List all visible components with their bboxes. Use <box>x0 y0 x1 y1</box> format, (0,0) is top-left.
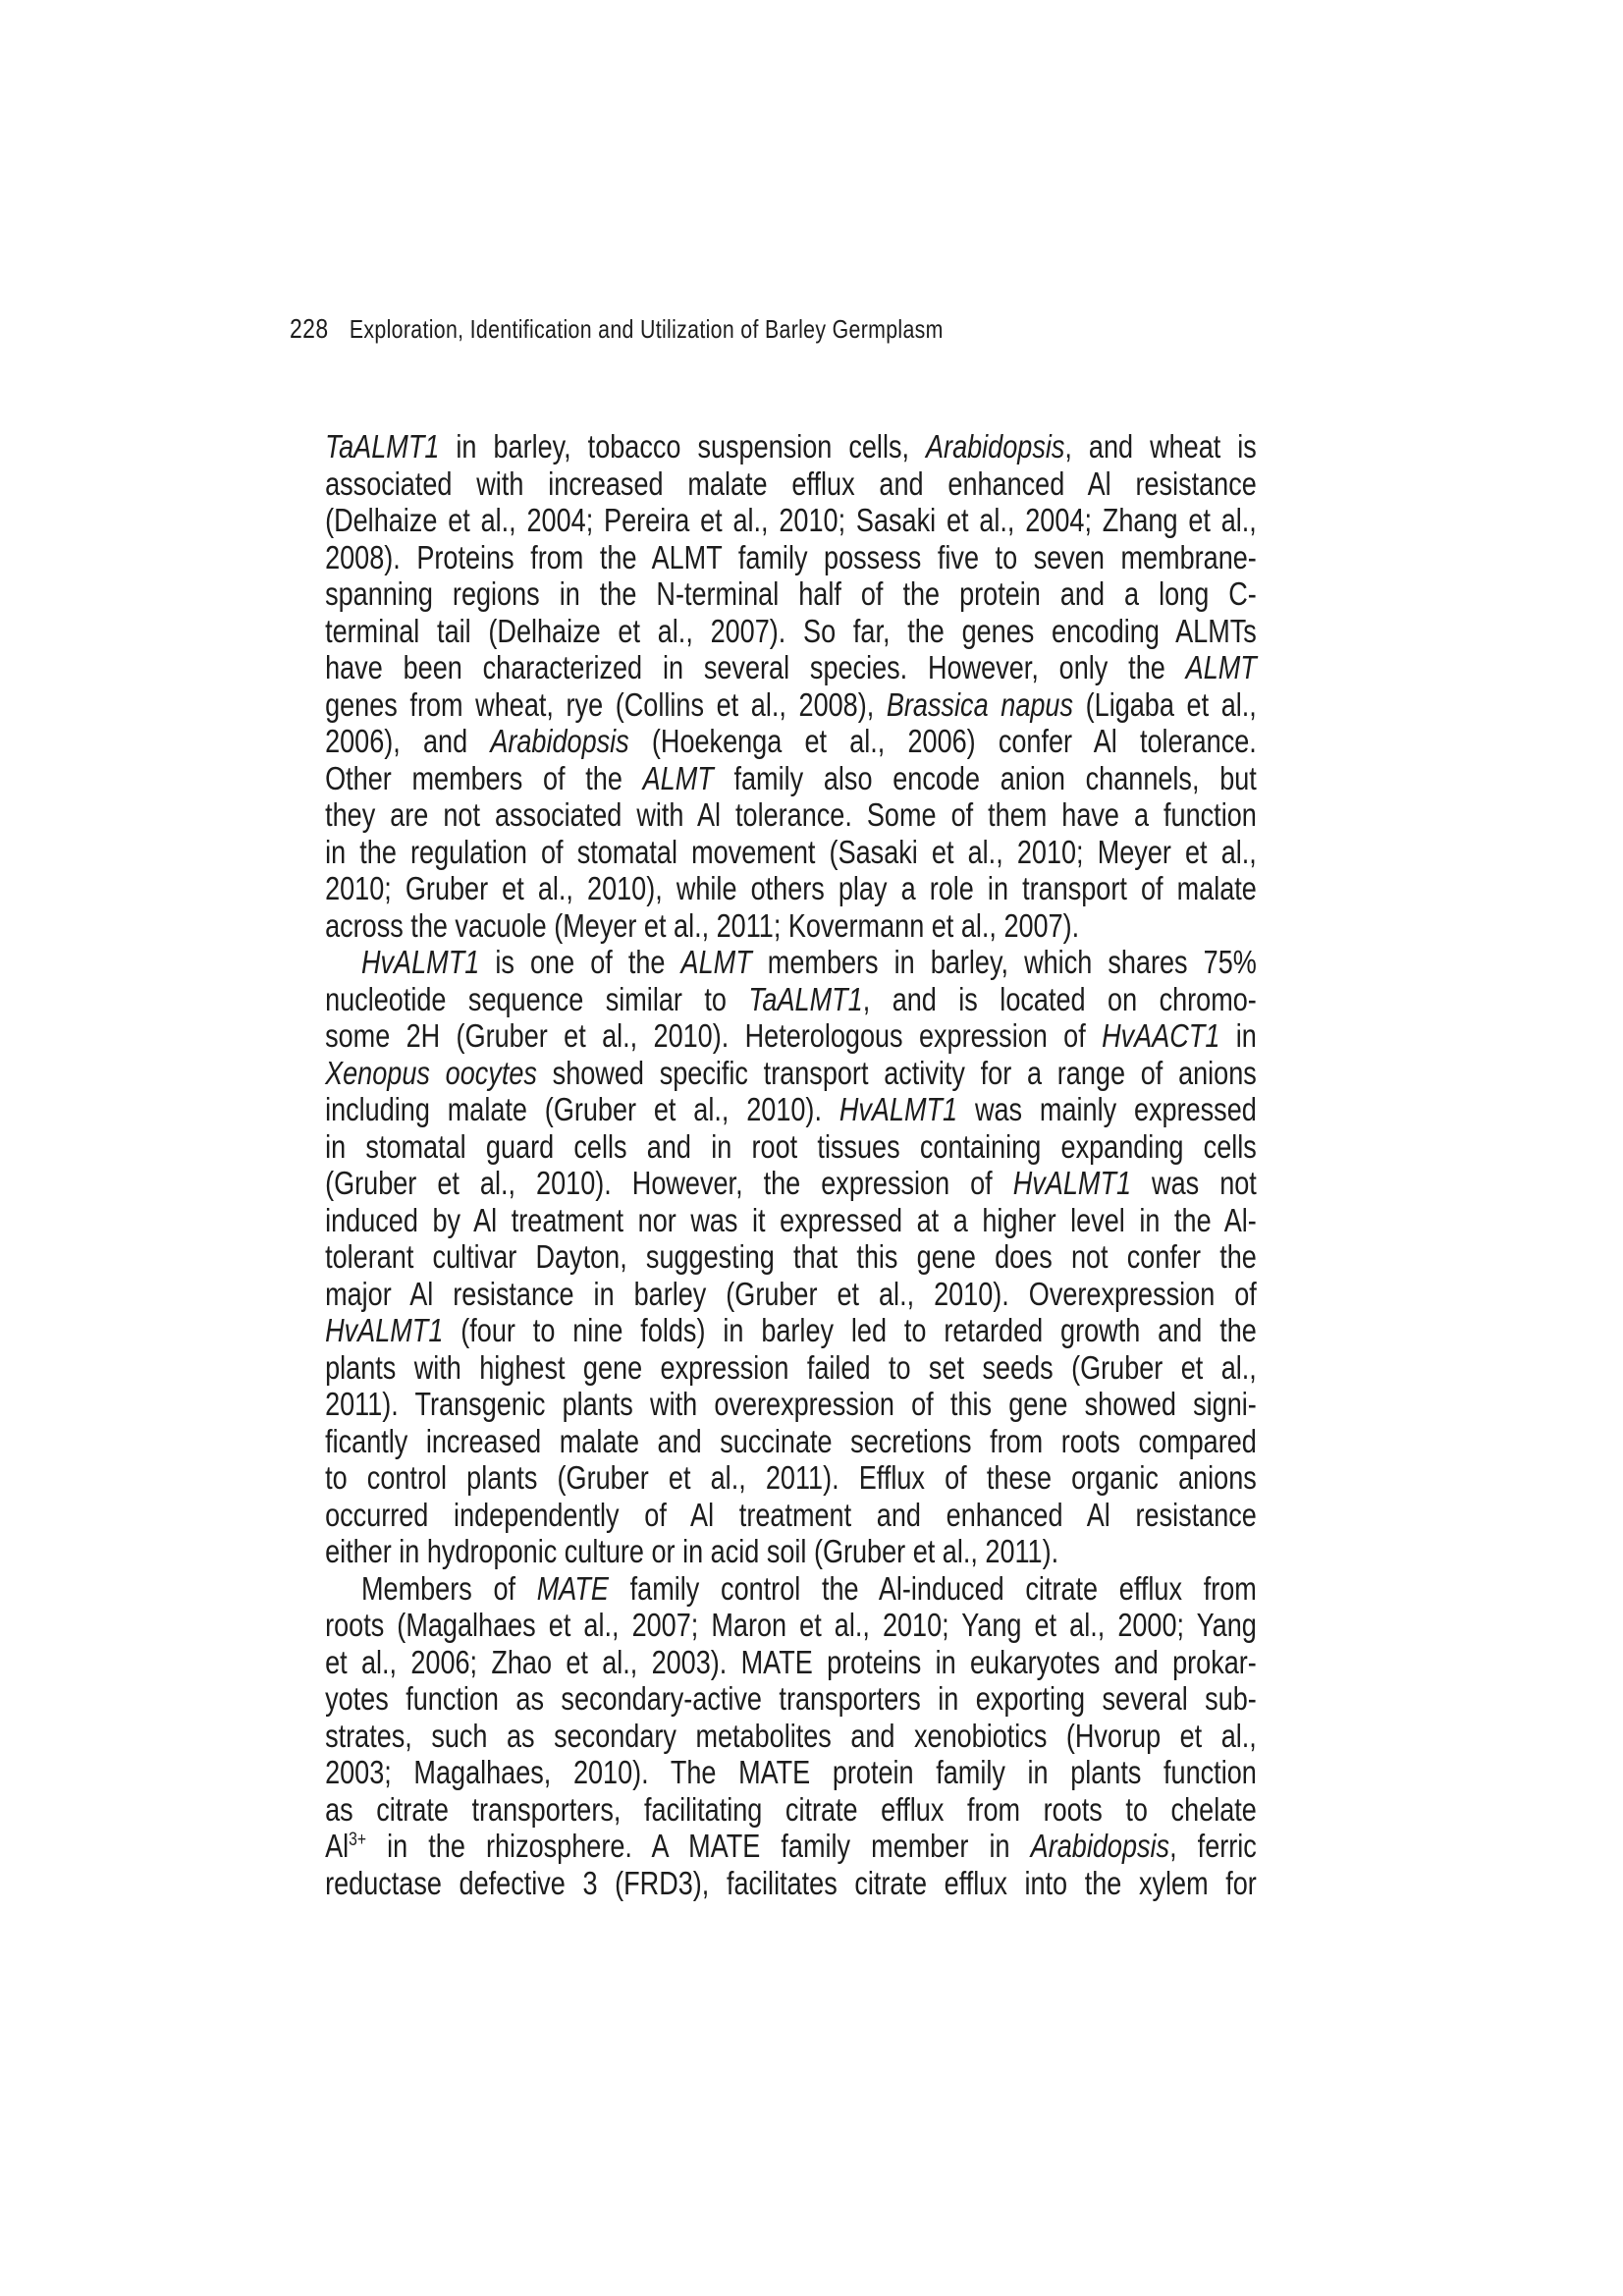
text-line <box>325 1017 1257 1055</box>
text-segment: either in hydroponic culture or in acid soil (Gruber et al., 2011). <box>325 1533 1059 1569</box>
text-segment: they are not associated with Al tolerance. Some of them have a function <box>325 796 1257 833</box>
text-segment: 2003; Magalhaes, 2010). The MATE protein family in plants function <box>325 1754 1257 1790</box>
text-segment: in stomatal guard cells and in root tissues containing expanding cells <box>325 1127 1257 1165</box>
text-line <box>325 1754 1257 1791</box>
italic-text: Xenopus oocytes <box>325 1054 537 1091</box>
text-line <box>325 539 1257 576</box>
text-segment: , ferric <box>1169 1828 1257 1864</box>
text-line <box>325 870 1257 907</box>
text-line <box>325 796 1257 834</box>
text-line <box>325 981 1257 1018</box>
text-line <box>325 723 1257 760</box>
text-segment: 2006), and <box>325 723 491 759</box>
text-segment: (Ligaba et al., <box>1073 685 1257 723</box>
text-line <box>325 1791 1257 1829</box>
text-line <box>325 1386 1257 1423</box>
text-segment: associated with increased malate efflux and enhanced Al resistance <box>325 465 1257 502</box>
text-line <box>325 1238 1257 1276</box>
text-segment: in <box>1219 1017 1257 1054</box>
italic-text: Arabidopsis <box>490 723 629 759</box>
text-segment: major Al resistance in barley (Gruber et al., 2010). Overexpression of <box>325 1275 1257 1312</box>
text-segment: tolerant cultivar Dayton, suggesting that this gene does not confer the <box>325 1238 1257 1275</box>
text-segment: (Gruber et al., 2010). However, the expression of <box>325 1165 1013 1201</box>
text-line <box>325 428 1257 465</box>
text-line <box>325 1607 1257 1644</box>
text-segment: ficantly increased malate and succinate secretions from roots compared <box>325 1422 1257 1459</box>
text-line <box>325 1091 1257 1128</box>
text-segment: , and wheat is <box>1064 428 1257 465</box>
text-line <box>325 760 1257 797</box>
text-segment: terminal tail (Delhaize et al., 2007). So far, the genes encoding ALMTs <box>325 612 1257 649</box>
text-line <box>325 1055 1257 1092</box>
paragraph <box>325 1570 1257 1902</box>
text-line <box>325 1165 1257 1202</box>
italic-text: TaALMT1 <box>748 980 863 1017</box>
italic-text: MATE <box>536 1569 609 1607</box>
text-segment: family also encode anion channels, but <box>713 759 1257 796</box>
italic-text: Arabidopsis <box>1030 1828 1170 1864</box>
text-segment: strates, such as secondary metabolites and xenobiotics (Hvorup et al., <box>325 1717 1257 1754</box>
text-line <box>325 1644 1257 1681</box>
text-line <box>325 1202 1257 1239</box>
paragraph <box>325 428 1257 944</box>
text-line <box>325 575 1257 613</box>
text-line <box>325 686 1257 724</box>
text-segment: is one of the <box>479 944 681 980</box>
text-segment: some 2H (Gruber et al., 2010). Heterologous expression of <box>325 1017 1103 1054</box>
text-line <box>325 1276 1257 1313</box>
page-header <box>290 315 944 343</box>
italic-text: Arabidopsis <box>926 428 1065 465</box>
text-line <box>325 1423 1257 1460</box>
text-line <box>325 1570 1257 1608</box>
text-segment: genes from wheat, rye (Collins et al., 2008), <box>325 685 887 723</box>
text-line <box>325 1718 1257 1755</box>
text-line <box>325 907 1257 945</box>
text-segment: 2011). Transgenic plants with overexpression of this gene showed signi- <box>325 1386 1257 1422</box>
text-segment: in the rhizosphere. A MATE family member in <box>366 1828 1031 1864</box>
italic-text: HvAACT1 <box>1102 1017 1220 1054</box>
italic-text: ALMT <box>642 759 714 796</box>
italic-text: HvALMT1 <box>1012 1165 1132 1201</box>
page-number: 228 <box>290 313 329 344</box>
text-segment: to control plants (Gruber et al., 2011). Efflux of these organic anions <box>325 1459 1257 1496</box>
text-segment: (four to nine folds) in barley led to retarded growth and the <box>443 1312 1257 1348</box>
text-segment: 2008). Proteins from the ALMT family possess five to seven membrane- <box>325 538 1257 575</box>
text-segment: induced by Al treatment nor was it expressed at a higher level in the Al- <box>325 1201 1257 1238</box>
text-line <box>325 1828 1257 1865</box>
text-segment: plants with highest gene expression failed to set seeds (Gruber et al., <box>325 1348 1257 1386</box>
text-segment: as citrate transporters, facilitating citrate efflux from roots to chelate <box>325 1790 1257 1828</box>
text-segment: occurred independently of Al treatment and enhanced Al resistance <box>325 1496 1257 1533</box>
text-segment: showed specific transport activity for a range of anions <box>536 1054 1257 1091</box>
body-text <box>325 428 1257 1901</box>
italic-text: Brassica napus <box>886 685 1074 723</box>
text-segment: members in barley, which shares 75% <box>751 944 1257 980</box>
text-line <box>325 649 1257 686</box>
italic-text: ALMT <box>680 944 752 980</box>
text-segment: reductase defective 3 (FRD3), facilitates citrate efflux into the xylem for <box>325 1864 1257 1901</box>
text-segment: (Hoekenga et al., 2006) confer Al tolerance. <box>628 723 1257 759</box>
text-segment: across the vacuole (Meyer et al., 2011; Kovermann et al., 2007). <box>325 906 1080 944</box>
text-segment: was not <box>1131 1165 1257 1201</box>
text-segment: , and is located on chromo- <box>862 980 1257 1017</box>
text-segment: in the regulation of stomatal movement (Sasaki et al., 2010; Meyer et al., <box>325 833 1257 870</box>
italic-text: HvALMT1 <box>325 1312 444 1348</box>
text-line <box>325 613 1257 650</box>
text-line <box>325 465 1257 503</box>
text-line <box>325 1459 1257 1497</box>
text-segment: have been characterized in several species. However, only the <box>325 649 1186 685</box>
italic-text: ALMT <box>1185 649 1257 685</box>
paragraph <box>325 944 1257 1570</box>
text-line <box>325 1497 1257 1534</box>
text-segment: nucleotide sequence similar to <box>325 980 749 1017</box>
text-segment: family control the Al-induced citrate efflux from <box>608 1569 1257 1607</box>
text-segment: (Delhaize et al., 2004; Pereira et al., 2010; Sasaki et al., 2004; Zhang et al., <box>325 502 1257 538</box>
text-segment: in barley, tobacco suspension cells, <box>439 428 927 465</box>
text-segment: Members of <box>360 1569 537 1607</box>
italic-text: TaALMT1 <box>325 428 440 465</box>
text-line <box>325 944 1257 981</box>
superscript-text: 3+ <box>349 1830 367 1850</box>
text-segment: et al., 2006; Zhao et al., 2003). MATE proteins in eukaryotes and prokar- <box>325 1643 1257 1680</box>
text-line <box>325 1349 1257 1387</box>
running-title: Exploration, Identification and Utilization of Barley Germplasm <box>349 314 944 344</box>
text-line <box>325 1312 1257 1349</box>
italic-text: HvALMT1 <box>839 1091 958 1127</box>
text-line <box>325 1533 1257 1570</box>
text-segment: Other members of the <box>325 759 643 796</box>
text-line <box>325 502 1257 539</box>
text-segment: spanning regions in the N-terminal half of the protein and a long C- <box>325 575 1257 612</box>
text-segment: yotes function as secondary-active transporters in exporting several sub- <box>325 1680 1257 1717</box>
text-segment: including malate (Gruber et al., 2010). <box>325 1091 839 1127</box>
text-segment: Al <box>325 1828 350 1864</box>
text-segment: was mainly expressed <box>957 1091 1257 1127</box>
text-line <box>325 1865 1257 1902</box>
text-line <box>325 1680 1257 1718</box>
italic-text: HvALMT1 <box>360 944 480 980</box>
text-segment: roots (Magalhaes et al., 2007; Maron et al., 2010; Yang et al., 2000; Yang <box>325 1607 1257 1643</box>
text-segment: 2010; Gruber et al., 2010), while others play a role in transport of malate <box>325 870 1257 906</box>
text-line <box>325 1128 1257 1166</box>
text-line <box>325 834 1257 871</box>
